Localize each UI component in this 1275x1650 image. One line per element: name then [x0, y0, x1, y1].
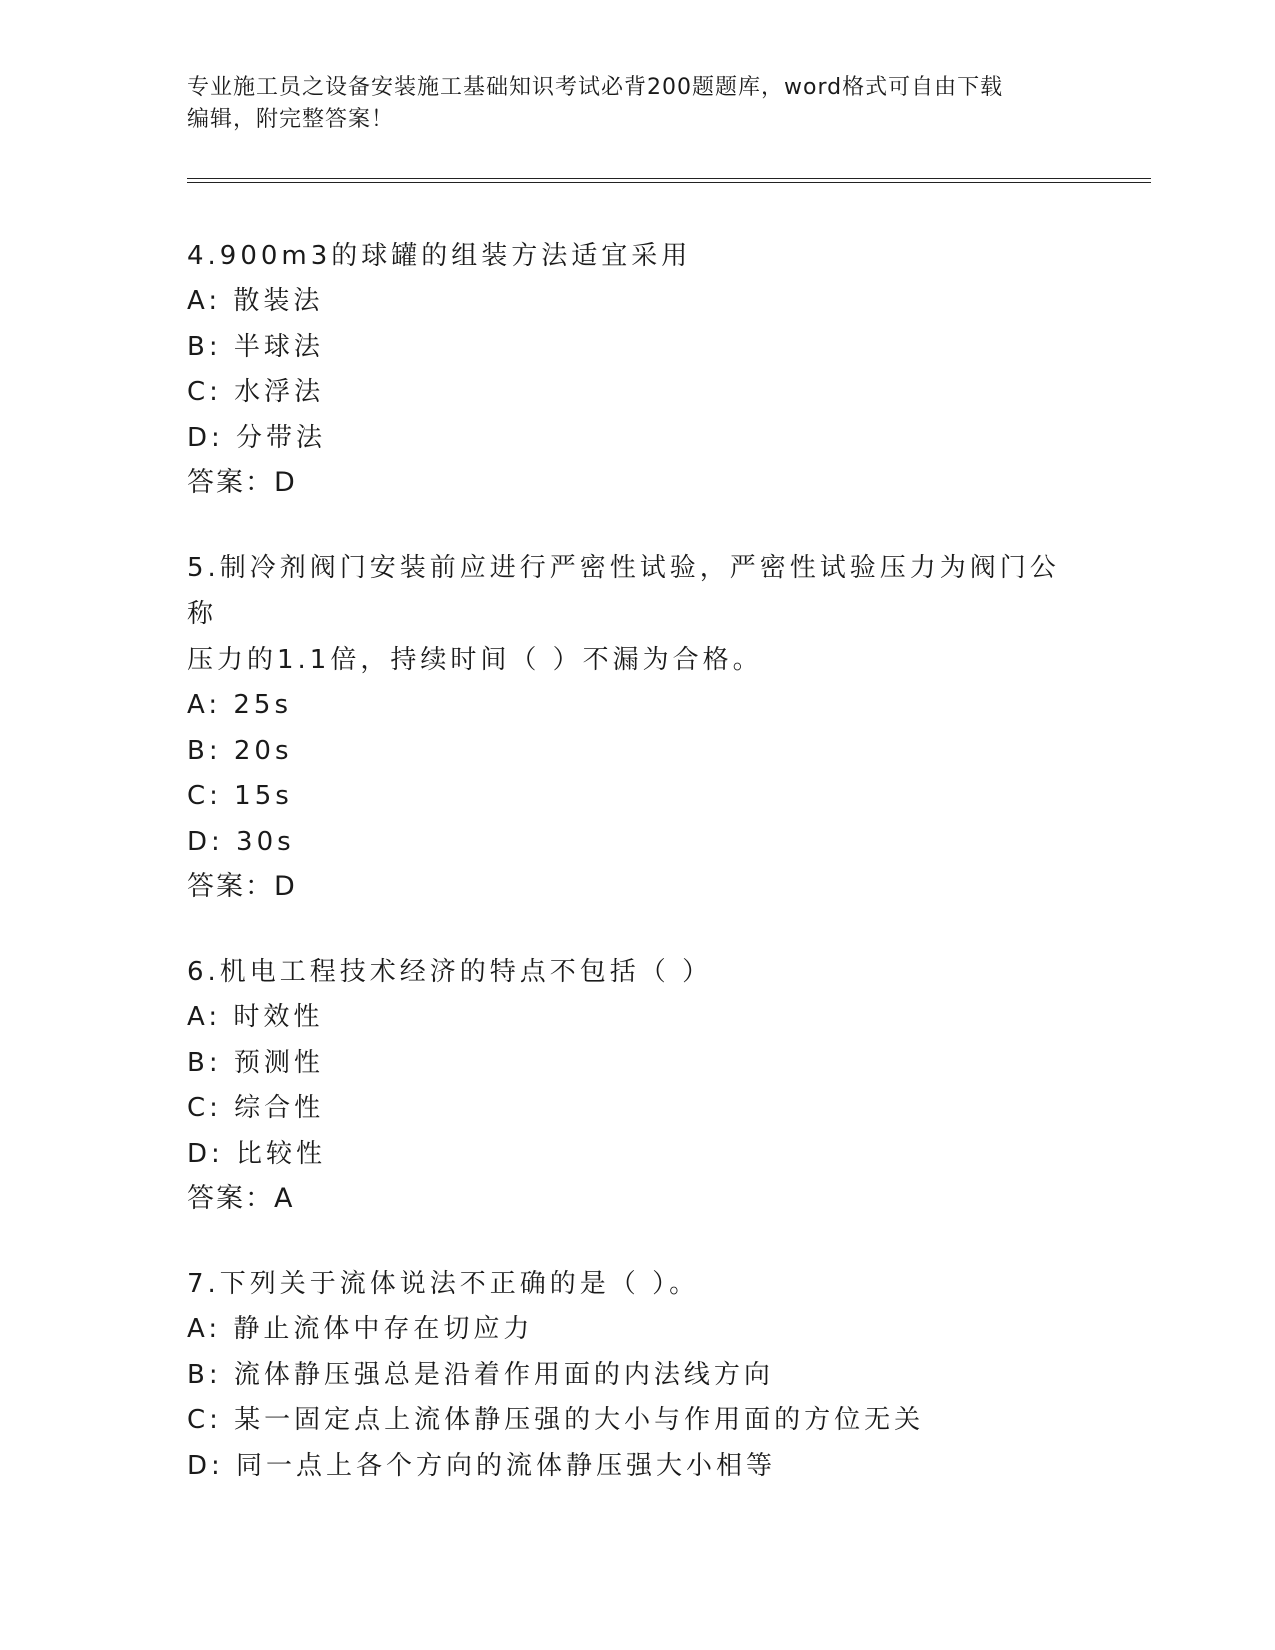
option-c: C: 水浮法 [187, 377, 325, 407]
answer-line: 答案：D [187, 467, 297, 498]
option-d: D: 同一点上各个方向的流体静压强大小相等 [187, 1450, 777, 1481]
answer-line: 答案：A [187, 1183, 295, 1214]
question-4 [187, 233, 1087, 505]
header-divider-bottom [187, 182, 1151, 183]
option-d: D: 30s [187, 826, 295, 857]
question-stem-line: 4.900m3的球罐的组装方法适宜采用 [187, 241, 692, 271]
option-c: C: 综合性 [187, 1093, 325, 1123]
option-a: A: 时效性 [187, 1002, 324, 1032]
option-c: C: 15s [187, 781, 293, 811]
question-6 [187, 949, 1087, 1221]
option-b: B: 流体静压强总是沿着作用面的内法线方向 [187, 1359, 774, 1390]
option-b: B: 半球法 [187, 331, 324, 362]
option-c: C: 某一固定点上流体静压强的大小与作用面的方位无关 [187, 1405, 925, 1435]
question-stem [187, 1261, 1087, 1307]
question-stem [187, 949, 1087, 995]
question-stem [187, 545, 1087, 683]
question-stem-line: 5.制冷剂阀门安装前应进行严密性试验，严密性试验压力为阀门公称 [187, 553, 1060, 629]
question-stem [187, 233, 1087, 279]
option-d: D: 比较性 [187, 1138, 327, 1169]
header-title-line-2: 编辑，附完整答案！ [187, 107, 395, 132]
question-5 [187, 545, 1087, 909]
header-divider-top [187, 178, 1151, 179]
question-stem-line: 7.下列关于流体说法不正确的是（ ）。 [187, 1269, 700, 1299]
option-a: A: 25s [187, 690, 292, 720]
document-header [187, 72, 1087, 136]
header-title-line-1: 专业施工员之设备安装施工基础知识考试必背200题题库，word格式可自由下载 [187, 75, 1004, 100]
option-b: B: 20s [187, 735, 293, 766]
answer-line: 答案：D [187, 871, 297, 902]
question-list [187, 233, 1087, 1529]
option-b: B: 预测性 [187, 1047, 324, 1078]
question-stem-line: 压力的1.1倍，持续时间（ ）不漏为合格。 [187, 645, 763, 675]
option-d: D: 分带法 [187, 422, 327, 453]
option-a: A: 散装法 [187, 286, 324, 316]
question-7 [187, 1261, 1087, 1489]
question-stem-line: 6.机电工程技术经济的特点不包括（ ） [187, 957, 713, 987]
option-a: A: 静止流体中存在切应力 [187, 1314, 534, 1344]
